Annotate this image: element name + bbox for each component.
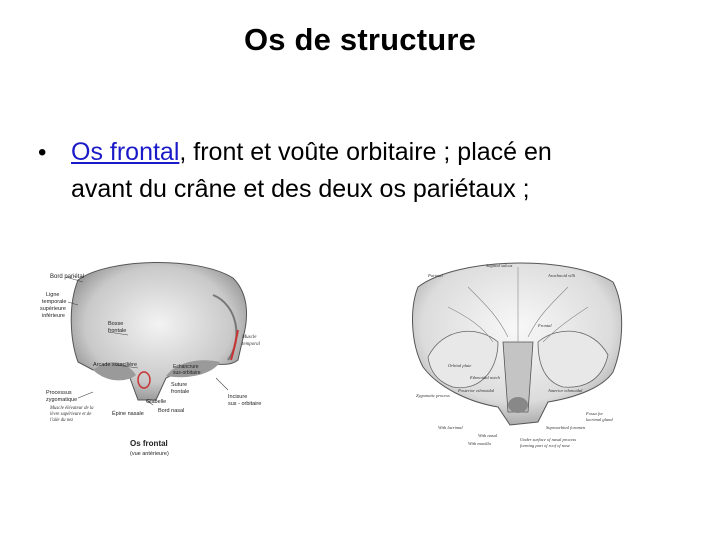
label-levre-superieure: lèvre supérieure et de	[50, 412, 92, 417]
label-muscle: Muscle	[242, 335, 257, 340]
bullet-text	[71, 134, 698, 208]
label-parietal: Parietal	[428, 273, 443, 278]
label-sus-orbitaire: sus-orbitaire	[173, 370, 201, 376]
label-with-nasal: With nasal	[478, 433, 498, 438]
label-aile-nez: l'aile du nez	[50, 418, 74, 423]
label-incisure: Incisure	[228, 394, 248, 400]
label-frontale-suture: frontale	[171, 389, 190, 395]
label-orbital-plate: Orbital plate	[448, 363, 472, 368]
label-temporale: temporale	[42, 299, 67, 305]
figure-caption-sub: (vue antérieure)	[130, 451, 169, 457]
label-fossa-for: Fossa for	[586, 411, 604, 416]
label-sagittal: Sagittal sulcus	[486, 263, 513, 268]
label-bosse: Bosse	[108, 321, 124, 327]
label-processus: Processus	[46, 390, 72, 396]
label-echancrure: Echancrure	[173, 364, 199, 370]
bullet-dot: •	[38, 139, 47, 166]
frontal-bone-anterior-figure	[38, 250, 273, 470]
figure-caption: Os frontal	[130, 439, 168, 448]
label-zygomatique: zygomatique	[46, 397, 78, 403]
label-inferieure: inférieure	[42, 313, 65, 319]
label-zygomatic-process: Zygomatic process	[416, 393, 450, 398]
label-lacrimal-gland: lacrimal gland	[586, 417, 613, 422]
label-muscle-elevateur: Muscle élévateur de la	[50, 406, 94, 411]
label-with-lacrimal: With lacrimal	[438, 425, 463, 430]
label-under-surface: Under surface of nasal process	[520, 437, 577, 442]
label-anterior-ethmoidal: Anterior ethmoidal	[548, 388, 583, 393]
os-frontal-link[interactable]: Os frontal	[71, 138, 180, 166]
label-sus-orbitaire-2: sus - orbitaire	[228, 401, 262, 407]
label-suture: Suture	[171, 382, 188, 388]
label-ligne: Ligne	[46, 292, 60, 298]
label-with-maxilla: With maxilla	[468, 441, 491, 446]
label-bord-parietal: Bord pariétal	[50, 274, 85, 280]
label-forming-part: forming part of roof of nose	[520, 443, 570, 448]
label-bord-nasal: Bord nasal	[158, 408, 185, 414]
label-temporal: temporal	[242, 342, 261, 347]
label-epine-nasale: Épine nasale	[112, 411, 144, 417]
label-glabelle: Glabelle	[146, 399, 167, 405]
slide-title: Os de structure	[243, 22, 477, 57]
label-posterior-ethmoidal: Posterior ethmoidal	[458, 388, 495, 393]
label-arachnoid: Arachnoid villi	[548, 273, 576, 278]
label-frontale: frontale	[108, 328, 127, 334]
bullet-text-line2: avant du crâne et des deux os pariétaux ;	[71, 175, 530, 203]
label-frontal: Frontal	[538, 323, 552, 328]
frontal-bone-inferior-figure	[398, 247, 638, 457]
bullet-item	[38, 134, 698, 208]
label-superieure: supérieure	[40, 306, 66, 312]
label-ethmoidal-notch: Ethmoidal notch	[470, 375, 500, 380]
bullet-text-line1: , front et voûte orbitaire ; placé en	[179, 138, 552, 166]
label-supraorbital-foramen: Supraorbital foramen	[546, 425, 586, 430]
label-arcade-sourciliere: Arcade sourcilière	[93, 362, 138, 368]
